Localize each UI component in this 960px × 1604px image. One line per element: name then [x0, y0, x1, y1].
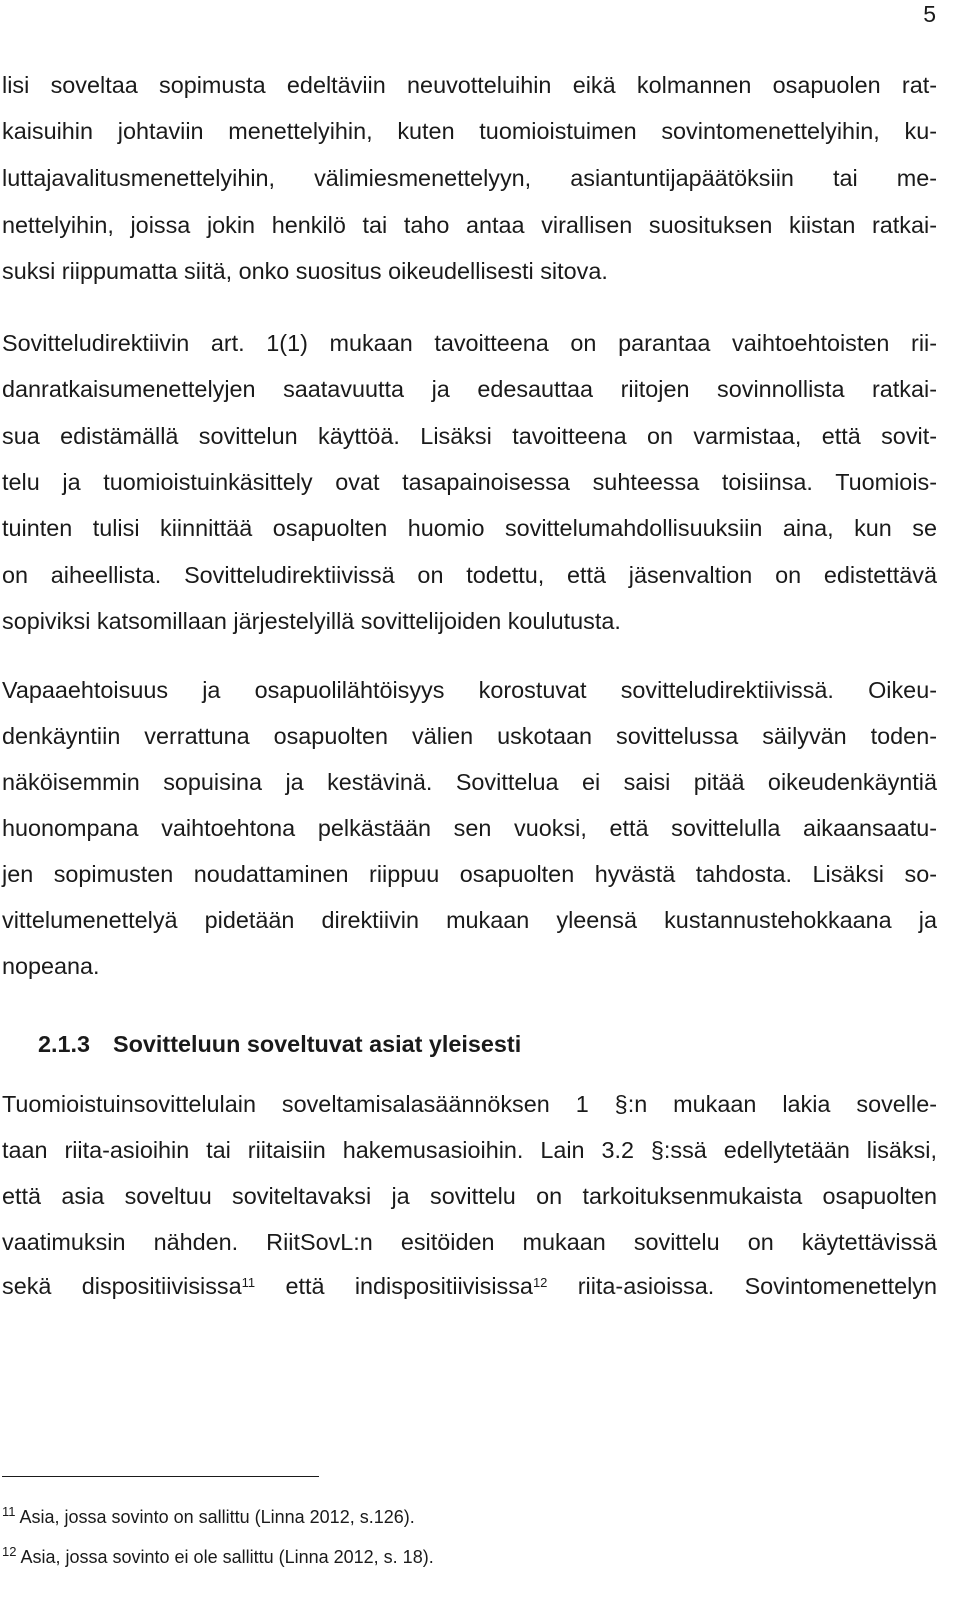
- text-line: Tuomioistuinsovittelulain soveltamisalasäännöksen 1 §:n mukaan lakia sovelle-: [2, 1091, 937, 1117]
- text-segment: sekä dispositiivisissa: [2, 1273, 242, 1299]
- text-line: vittelumenettelyä pidetään direktiivin mukaan yleensä kustannustehokkaana ja: [2, 907, 937, 933]
- section-title: Sovitteluun soveltuvat asiat yleisesti: [113, 1031, 522, 1057]
- footnote-separator: [2, 1476, 319, 1477]
- footnote-ref-12[interactable]: 12: [532, 1275, 548, 1290]
- section-heading: [38, 1030, 521, 1058]
- section-number: 2.1.3: [38, 1031, 91, 1057]
- text-line: Vapaaehtoisuus ja osapuolilähtöisyys korostuvat sovitteludirektiivissä. Oikeu-: [2, 677, 937, 703]
- text-line: kaisuihin johtaviin menettelyihin, kuten tuomioistuimen sovintomenettelyihin, ku-: [2, 118, 937, 144]
- text-line: denkäyntiin verrattuna osapuolten välien uskotaan sovittelussa säilyvän toden-: [2, 723, 937, 749]
- text-line: jen sopimusten noudattaminen riippuu osapuolten hyvästä tahdosta. Lisäksi so-: [2, 861, 937, 887]
- text-line: lisi soveltaa sopimusta edeltäviin neuvotteluihin eikä kolmannen osapuolen rat-: [2, 72, 937, 98]
- footnote-text: Asia, jossa sovinto on sallittu (Linna 2012, s.126).: [15, 1507, 415, 1527]
- text-line: [2, 1272, 937, 1300]
- footnote-11: [2, 1505, 415, 1529]
- text-line: sopiviksi katsomillaan järjestelyillä sovittelijoiden koulutusta.: [2, 608, 621, 634]
- text-line: huonompana vaihtoehtona pelkästään sen vuoksi, että sovittelulla aikaansaatu-: [2, 815, 937, 841]
- text-line: taan riita-asioihin tai riitaisiin hakemusasioihin. Lain 3.2 §:ssä edellytetään lisäksi,: [2, 1137, 937, 1163]
- text-line: nettelyihin, joissa jokin henkilö tai taho antaa virallisen suosituksen kiistan ratkai-: [2, 212, 937, 238]
- text-line: nopeana.: [2, 953, 100, 979]
- text-line: on aiheellista. Sovitteludirektiivissä on todettu, että jäsenvaltion on edistettävä: [2, 562, 937, 588]
- text-line: näköisemmin sopuisina ja kestävinä. Sovittelua ei saisi pitää oikeudenkäyntiä: [2, 769, 937, 795]
- footnote-ref-11[interactable]: 11: [241, 1275, 256, 1290]
- text-line: vaatimuksin nähden. RiitSovL:n esitöiden mukaan sovittelu on käytettävissä: [2, 1229, 937, 1255]
- text-line: sua edistämällä sovittelun käyttöä. Lisäksi tavoitteena on varmistaa, että sovit-: [2, 423, 937, 449]
- text-line: että asia soveltuu soviteltavaksi ja sovittelu on tarkoituksenmukaista osapuolten: [2, 1183, 937, 1209]
- page-number: 5: [923, 1, 936, 27]
- text-segment: että indispositiivisissa: [255, 1273, 533, 1299]
- text-line: danratkaisumenettelyjen saatavuutta ja edesauttaa riitojen sovinnollista ratkai-: [2, 376, 937, 402]
- footnote-mark: 12: [2, 1544, 17, 1559]
- text-line: tuinten tulisi kiinnittää osapuolten huomio sovittelumahdollisuuksiin aina, kun se: [2, 515, 937, 541]
- text-line: Sovitteludirektiivin art. 1(1) mukaan tavoitteena on parantaa vaihtoehtoisten rii-: [2, 330, 937, 356]
- footnote-mark: 11: [2, 1504, 16, 1519]
- text-line: luttajavalitusmenettelyihin, välimiesmenettelyyn, asiantuntijapäätöksiin tai me-: [2, 165, 937, 191]
- footnote-12: [2, 1545, 434, 1569]
- text-line: suksi riippumatta siitä, onko suositus oikeudellisesti sitova.: [2, 258, 608, 284]
- text-line: telu ja tuomioistuinkäsittely ovat tasapainoisessa suhteessa toisiinsa. Tuomiois-: [2, 469, 937, 495]
- text-segment: riita-asioissa. Sovintomenettelyn: [547, 1273, 938, 1299]
- footnote-text: Asia, jossa sovinto ei ole sallittu (Linna 2012, s. 18).: [16, 1547, 434, 1567]
